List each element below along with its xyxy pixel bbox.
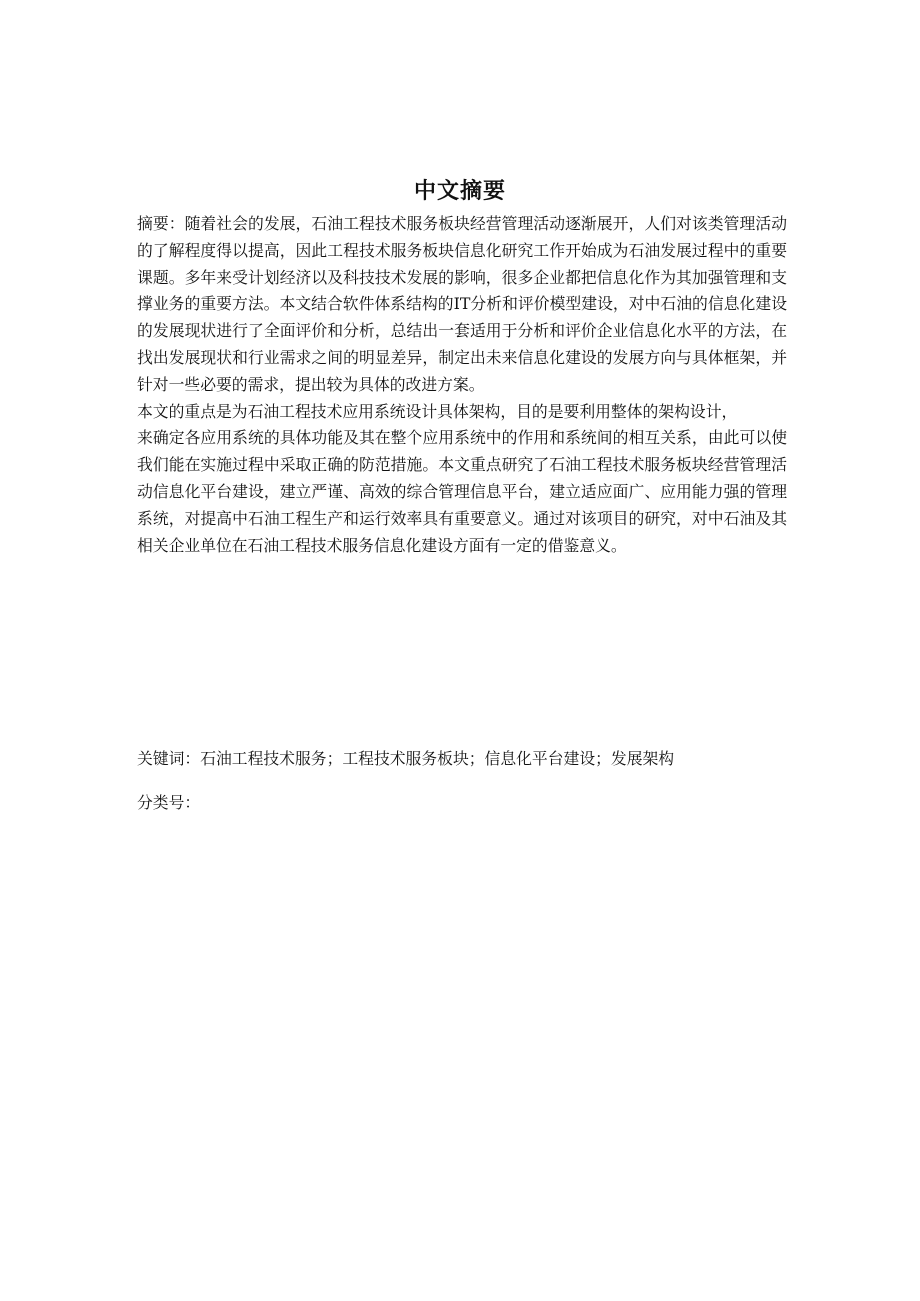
- abstract-paragraph: 摘要：随着社会的发展，石油工程技术服务板块经营管理活动逐渐展开，人们对该类管理活动的了解程度得以提高，因此工程技术服务板块信息化研究工作开始成为石油发展过程中的重要课题。多年来受计划经济以及科技技术发展的影响，很多企业都把信息化作为其加强管理和支撑业务的重要方法。本文结合软件体系结构的IT分析和评价模型建设，对中石油的信息化建设的发展现状进行了全面评价和分析，总结出一套适用于分析和评价企业信息化水平的方法，在找出发展现状和行业需求之间的明显差异，制定出未来信息化建设的发展方向与具体框架，并针对一些必要的需求，提出较为具体的改进方案。 本文的重点是为石油工程技术应用系统设计具体架构，目的是要利用整体的架构设计， 来确定各应用系统的具体功能及其在整个应用系统中的作用和系统间的相互关系，由此可以使我们能在实施过程中采取正确的防范措施。本文重点研究了石油工程技术服务板块经营管理活动信息化平台建设，建立严谨、高效的综合管理信息平台，建立适应面广、应用能力强的管理系统，对提高中石油工程生产和运行效率具有重要意义。通过对该项目的研究，对中石油及其相关企业单位在石油工程技术服务信息化建设方面有一定的借鉴意义。: [137, 214, 787, 555]
- page-title: 中文摘要: [413, 179, 506, 204]
- abstract-section: [137, 211, 787, 559]
- classification-number: 分类号：: [137, 793, 201, 812]
- keywords-line: 关键词：石油工程技术服务；工程技术服务板块；信息化平台建设；发展架构: [137, 749, 675, 768]
